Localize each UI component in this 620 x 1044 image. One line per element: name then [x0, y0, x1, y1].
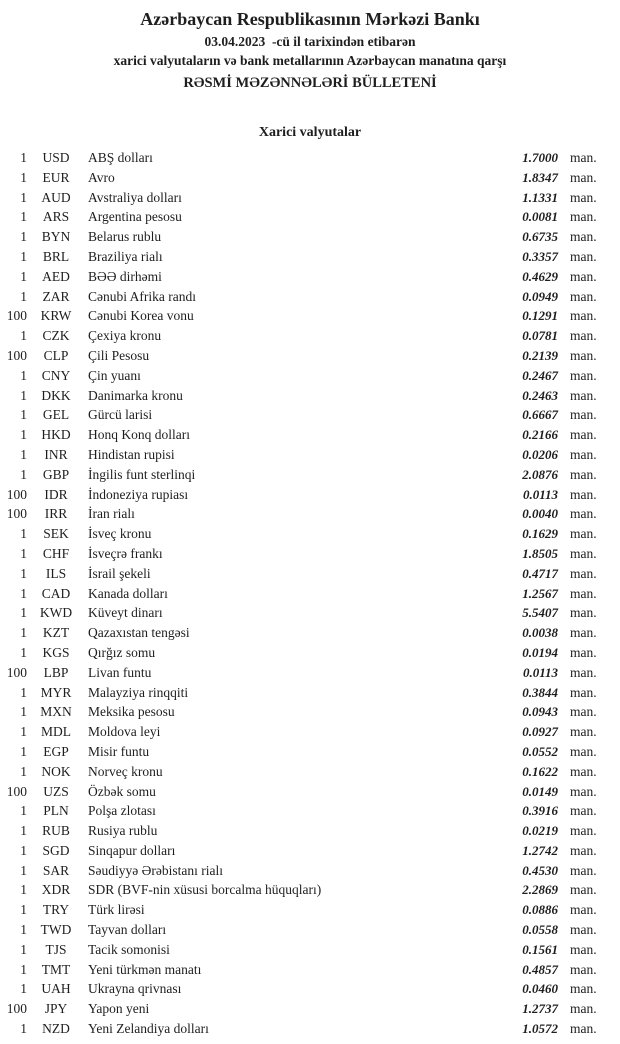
row-rate-unit: man. — [570, 387, 597, 403]
row-quantity: 1 — [20, 724, 27, 740]
row-quantity: 1 — [20, 803, 27, 819]
row-rate-value: 0.3916 — [522, 803, 558, 819]
row-rate-unit: man. — [570, 328, 597, 344]
row-currency-code: IRR — [44, 506, 68, 522]
row-currency-name: Honq Konq dolları — [88, 427, 190, 443]
row-rate-unit: man. — [570, 545, 597, 561]
row-quantity: 1 — [20, 902, 27, 918]
row-quantity: 1 — [20, 961, 27, 977]
table-row — [0, 702, 608, 722]
row-rate-unit: man. — [570, 981, 597, 997]
table-row — [0, 386, 608, 406]
row-rate-unit: man. — [570, 724, 597, 740]
row-currency-code: MYR — [40, 684, 72, 700]
row-currency-code: USD — [42, 150, 70, 165]
row-currency-code: CNY — [41, 367, 71, 383]
row-currency-name: Belarus rublu — [88, 229, 162, 245]
row-quantity: 1 — [20, 743, 27, 759]
row-currency-code: AUD — [41, 189, 71, 205]
row-rate-value: 1.0572 — [522, 1021, 558, 1037]
row-rate-value: 0.6735 — [522, 229, 558, 245]
row-rate-unit: man. — [570, 605, 597, 621]
row-rate-unit: man. — [570, 684, 597, 700]
row-currency-code: BRL — [42, 248, 70, 264]
row-rate-value: 1.8505 — [522, 545, 558, 561]
table-row — [0, 722, 608, 742]
row-rate-unit: man. — [570, 209, 597, 225]
row-rate-unit: man. — [570, 446, 597, 462]
row-quantity: 1 — [20, 248, 27, 264]
row-rate-unit: man. — [570, 625, 597, 641]
table-row — [0, 148, 608, 168]
row-currency-name: Meksika pesosu — [88, 704, 175, 720]
row-quantity: 1 — [20, 862, 27, 878]
row-quantity: 1 — [20, 941, 27, 957]
row-currency-name: Argentina pesosu — [88, 209, 182, 225]
row-rate-unit: man. — [570, 862, 597, 878]
row-currency-name: Gürcü larisi — [88, 407, 153, 423]
table-row — [0, 1019, 608, 1039]
row-quantity: 100 — [6, 347, 27, 363]
row-rate-unit: man. — [570, 585, 597, 601]
table-row — [0, 227, 608, 247]
exchange-rates-table — [0, 148, 620, 1039]
row-currency-code: NZD — [42, 1021, 70, 1037]
row-currency-code: SAR — [42, 862, 70, 878]
row-rate-value: 0.4530 — [522, 862, 558, 878]
row-currency-name: Türk lirəsi — [88, 902, 145, 918]
row-currency-code: MXN — [40, 704, 72, 720]
row-currency-name: Cənubi Afrika randı — [88, 288, 196, 304]
table-row — [0, 445, 608, 465]
row-rate-value: 1.1331 — [522, 189, 558, 205]
row-rate-value: 0.0206 — [522, 446, 558, 462]
row-rate-unit: man. — [570, 506, 597, 522]
table-row — [0, 485, 608, 505]
row-currency-code: TMT — [41, 961, 71, 977]
row-rate-value: 0.2139 — [522, 347, 558, 363]
row-currency-name: İsrail şekeli — [88, 565, 151, 581]
row-quantity: 1 — [20, 150, 27, 165]
row-currency-code: EUR — [42, 169, 70, 185]
table-row — [0, 247, 608, 267]
row-rate-unit: man. — [570, 902, 597, 918]
row-quantity: 100 — [6, 1001, 27, 1017]
row-rate-value: 2.2869 — [522, 882, 558, 898]
row-rate-value: 0.0943 — [522, 704, 558, 720]
row-currency-name: SDR (BVF-nin xüsusi borcalma hüquqları) — [88, 882, 322, 898]
effective-date-line: 03.04.2023 -cü il tarixindən etibarən — [204, 34, 416, 49]
table-row — [0, 623, 608, 643]
row-rate-unit: man. — [570, 229, 597, 245]
row-quantity: 1 — [20, 585, 27, 601]
row-quantity: 1 — [20, 605, 27, 621]
row-quantity: 1 — [20, 209, 27, 225]
row-rate-value: 0.3844 — [522, 684, 558, 700]
table-row — [0, 880, 608, 900]
row-rate-value: 0.0552 — [522, 743, 558, 759]
row-rate-value: 0.0886 — [522, 902, 558, 918]
row-rate-unit: man. — [570, 842, 597, 858]
table-row — [0, 979, 608, 999]
row-currency-code: UZS — [43, 783, 69, 799]
row-currency-code: KGS — [42, 644, 70, 660]
row-rate-unit: man. — [570, 1001, 597, 1017]
row-rate-value: 0.6667 — [522, 407, 558, 423]
row-currency-name: Küveyt dinarı — [88, 605, 163, 621]
row-currency-code: IDR — [44, 486, 68, 502]
row-rate-unit: man. — [570, 466, 597, 482]
row-currency-code: RUB — [42, 823, 70, 839]
row-currency-name: Norveç kronu — [88, 763, 163, 779]
row-quantity: 1 — [20, 684, 27, 700]
table-row — [0, 643, 608, 663]
row-currency-code: CAD — [41, 585, 71, 601]
row-rate-value: 0.1629 — [522, 526, 558, 542]
row-quantity: 1 — [20, 625, 27, 641]
table-row — [0, 861, 608, 881]
row-currency-code: DKK — [41, 387, 71, 403]
row-currency-code: TJS — [45, 941, 67, 957]
document-header — [0, 7, 620, 94]
row-currency-code: TWD — [40, 922, 72, 938]
row-rate-value: 0.2463 — [522, 387, 558, 403]
row-quantity: 100 — [6, 308, 27, 324]
row-rate-value: 0.1561 — [522, 941, 558, 957]
row-currency-code: MDL — [41, 724, 71, 740]
row-currency-name: Cənubi Korea vonu — [88, 308, 194, 324]
row-rate-value: 0.1622 — [522, 763, 558, 779]
row-rate-unit: man. — [570, 565, 597, 581]
table-row — [0, 999, 608, 1019]
table-row — [0, 287, 608, 307]
row-currency-code: ZAR — [42, 288, 70, 304]
row-rate-value: 0.2467 — [522, 367, 558, 383]
row-rate-value: 0.2166 — [522, 427, 558, 443]
row-quantity: 1 — [20, 882, 27, 898]
row-currency-code: AED — [42, 268, 70, 284]
row-currency-name: Qazaxıstan tengəsi — [88, 625, 190, 641]
row-rate-value: 0.0194 — [522, 644, 558, 660]
row-quantity: 100 — [6, 506, 27, 522]
row-quantity: 1 — [20, 763, 27, 779]
row-rate-unit: man. — [570, 248, 597, 264]
row-currency-code: SGD — [42, 842, 70, 858]
bank-title: Azərbaycan Respublikasının Mərkəzi Bankı — [140, 9, 480, 29]
row-currency-name: Çexiya kronu — [88, 328, 162, 344]
row-quantity: 1 — [20, 565, 27, 581]
table-row — [0, 782, 608, 802]
row-rate-value: 0.0558 — [522, 922, 558, 938]
bulletin-title: RƏSMİ MƏZƏNNƏLƏRİ BÜLLETENİ — [183, 75, 437, 91]
row-currency-name: İran rialı — [88, 506, 135, 522]
row-rate-value: 0.0149 — [522, 783, 558, 799]
row-currency-code: LBP — [43, 664, 69, 680]
row-quantity: 1 — [20, 387, 27, 403]
row-currency-name: Kanada dolları — [88, 585, 168, 601]
row-rate-unit: man. — [570, 1021, 597, 1037]
table-row — [0, 801, 608, 821]
table-row — [0, 564, 608, 584]
row-currency-code: SEK — [43, 526, 69, 542]
row-currency-name: Səudiyyə Ərəbistanı rialı — [88, 862, 223, 878]
row-rate-value: 0.3357 — [522, 248, 558, 264]
row-rate-value: 1.7000 — [522, 150, 558, 165]
row-rate-unit: man. — [570, 407, 597, 423]
table-row — [0, 920, 608, 940]
row-quantity: 1 — [20, 981, 27, 997]
row-rate-value: 0.4857 — [522, 961, 558, 977]
row-rate-value: 1.8347 — [522, 169, 558, 185]
row-currency-name: Livan funtu — [88, 664, 152, 680]
row-quantity: 1 — [20, 466, 27, 482]
row-rate-unit: man. — [570, 308, 597, 324]
row-rate-unit: man. — [570, 347, 597, 363]
row-rate-unit: man. — [570, 783, 597, 799]
row-rate-unit: man. — [570, 922, 597, 938]
row-rate-unit: man. — [570, 803, 597, 819]
row-currency-name: Tacik somonisi — [88, 941, 170, 957]
row-quantity: 1 — [20, 427, 27, 443]
table-row — [0, 742, 608, 762]
row-rate-value: 1.2737 — [522, 1001, 558, 1017]
row-rate-value: 0.4629 — [522, 268, 558, 284]
row-quantity: 100 — [6, 664, 27, 680]
row-quantity: 1 — [20, 169, 27, 185]
row-quantity: 100 — [6, 486, 27, 502]
row-rate-value: 1.2742 — [522, 842, 558, 858]
document-subtitle: xarici valyutaların və bank metallarının Azərbaycan manatına qarşı — [113, 53, 507, 68]
row-quantity: 1 — [20, 823, 27, 839]
row-rate-value: 0.0040 — [522, 506, 558, 522]
table-row — [0, 405, 608, 425]
row-quantity: 1 — [20, 1021, 27, 1037]
row-quantity: 1 — [20, 704, 27, 720]
table-row — [0, 900, 608, 920]
row-rate-value: 0.0219 — [522, 823, 558, 839]
row-quantity: 1 — [20, 644, 27, 660]
row-currency-name: Çin yuanı — [88, 367, 141, 383]
row-currency-name: İndoneziya rupiası — [88, 486, 189, 502]
table-row — [0, 306, 608, 326]
row-rate-unit: man. — [570, 961, 597, 977]
row-quantity: 1 — [20, 922, 27, 938]
row-currency-name: Moldova leyi — [88, 724, 161, 740]
row-currency-code: GBP — [42, 466, 70, 482]
row-currency-name: Yapon yeni — [88, 1001, 150, 1017]
row-rate-value: 0.4717 — [522, 565, 558, 581]
row-currency-code: BYN — [41, 229, 71, 245]
row-currency-code: XDR — [41, 882, 71, 898]
row-quantity: 1 — [20, 367, 27, 383]
table-row — [0, 366, 608, 386]
row-rate-unit: man. — [570, 169, 597, 185]
table-row — [0, 326, 608, 346]
row-currency-code: EGP — [43, 743, 69, 759]
table-row — [0, 267, 608, 287]
row-currency-name: Braziliya rialı — [88, 248, 163, 264]
row-rate-value: 0.0113 — [522, 664, 558, 680]
row-currency-code: NOK — [41, 763, 71, 779]
row-rate-unit: man. — [570, 526, 597, 542]
table-row — [0, 841, 608, 861]
table-row — [0, 821, 608, 841]
row-currency-name: Avro — [88, 169, 115, 185]
row-rate-unit: man. — [570, 763, 597, 779]
table-row — [0, 544, 608, 564]
row-rate-unit: man. — [570, 486, 597, 502]
row-quantity: 1 — [20, 268, 27, 284]
row-quantity: 1 — [20, 407, 27, 423]
row-rate-value: 0.0113 — [522, 486, 558, 502]
row-currency-name: Danimarka kronu — [88, 387, 183, 403]
table-row — [0, 584, 608, 604]
row-currency-name: Özbək somu — [88, 783, 156, 799]
row-currency-code: KZT — [42, 625, 70, 641]
row-currency-name: Yeni türkmən manatı — [88, 961, 202, 977]
row-rate-unit: man. — [570, 644, 597, 660]
row-rate-value: 0.1291 — [522, 308, 558, 324]
row-rate-value: 0.0781 — [522, 328, 558, 344]
row-quantity: 1 — [20, 189, 27, 205]
table-row — [0, 683, 608, 703]
row-rate-unit: man. — [570, 268, 597, 284]
row-rate-unit: man. — [570, 150, 597, 165]
row-currency-code: CLP — [43, 347, 69, 363]
row-currency-code: GEL — [42, 407, 70, 423]
row-rate-value: 0.0927 — [522, 724, 558, 740]
row-quantity: 1 — [20, 288, 27, 304]
row-currency-name: Malayziya rinqqiti — [88, 684, 189, 700]
row-quantity: 1 — [20, 328, 27, 344]
row-currency-name: ABŞ dolları — [88, 150, 153, 165]
table-row — [0, 188, 608, 208]
row-currency-code: PLN — [43, 803, 69, 819]
table-row — [0, 524, 608, 544]
row-currency-name: Tayvan dolları — [88, 922, 167, 938]
row-currency-name: Yeni Zelandiya dolları — [88, 1021, 209, 1037]
row-currency-name: Ukrayna qrivnası — [88, 981, 182, 997]
row-currency-code: ILS — [45, 565, 67, 581]
row-rate-unit: man. — [570, 823, 597, 839]
row-quantity: 1 — [20, 842, 27, 858]
row-currency-code: HKD — [41, 427, 71, 443]
section-title-foreign-currencies: Xarici valyutalar — [258, 125, 362, 140]
row-currency-code: KRW — [40, 308, 72, 324]
row-currency-name: Sinqapur dolları — [88, 842, 176, 858]
row-currency-code: UAH — [41, 981, 71, 997]
table-row — [0, 425, 608, 445]
row-currency-name: Rusiya rublu — [88, 823, 158, 839]
row-rate-unit: man. — [570, 882, 597, 898]
row-quantity: 1 — [20, 229, 27, 245]
row-rate-value: 0.0949 — [522, 288, 558, 304]
table-row — [0, 603, 608, 623]
table-row — [0, 940, 608, 960]
row-rate-unit: man. — [570, 427, 597, 443]
row-rate-unit: man. — [570, 288, 597, 304]
row-rate-value: 0.0081 — [522, 209, 558, 225]
row-rate-unit: man. — [570, 189, 597, 205]
row-currency-name: Polşa zlotası — [88, 803, 156, 819]
table-row — [0, 465, 608, 485]
row-rate-value: 1.2567 — [522, 585, 558, 601]
table-row — [0, 663, 608, 683]
row-currency-name: Hindistan rupisi — [88, 446, 175, 462]
row-currency-name: Çili Pesosu — [88, 347, 150, 363]
table-row — [0, 504, 608, 524]
row-quantity: 100 — [6, 783, 27, 799]
row-currency-code: INR — [44, 446, 68, 462]
row-currency-name: İngilis funt sterlinqi — [88, 466, 196, 482]
row-rate-unit: man. — [570, 367, 597, 383]
row-currency-name: BƏƏ dirhəmi — [88, 268, 162, 284]
table-row — [0, 960, 608, 980]
row-currency-name: Avstraliya dolları — [88, 189, 182, 205]
row-quantity: 1 — [20, 545, 27, 561]
row-quantity: 1 — [20, 526, 27, 542]
row-rate-value: 0.0460 — [522, 981, 558, 997]
row-quantity: 1 — [20, 446, 27, 462]
row-currency-code: CZK — [42, 328, 70, 344]
row-rate-value: 5.5407 — [522, 605, 558, 621]
table-row — [0, 762, 608, 782]
row-currency-name: İsveç kronu — [88, 526, 152, 542]
row-currency-code: JPY — [44, 1001, 68, 1017]
row-currency-name: İsveçrə frankı — [88, 545, 163, 561]
row-currency-name: Misir funtu — [88, 743, 150, 759]
row-currency-code: ARS — [42, 209, 70, 225]
row-currency-name: Qırğız somu — [88, 644, 156, 660]
table-row — [0, 207, 608, 227]
row-currency-code: KWD — [39, 605, 73, 621]
table-row — [0, 168, 608, 188]
row-rate-value: 2.0876 — [522, 466, 558, 482]
row-rate-unit: man. — [570, 664, 597, 680]
row-rate-unit: man. — [570, 743, 597, 759]
row-rate-value: 0.0038 — [522, 625, 558, 641]
table-row — [0, 346, 608, 366]
row-currency-code: CHF — [42, 545, 70, 561]
row-rate-unit: man. — [570, 704, 597, 720]
row-currency-code: TRY — [42, 902, 70, 918]
row-rate-unit: man. — [570, 941, 597, 957]
